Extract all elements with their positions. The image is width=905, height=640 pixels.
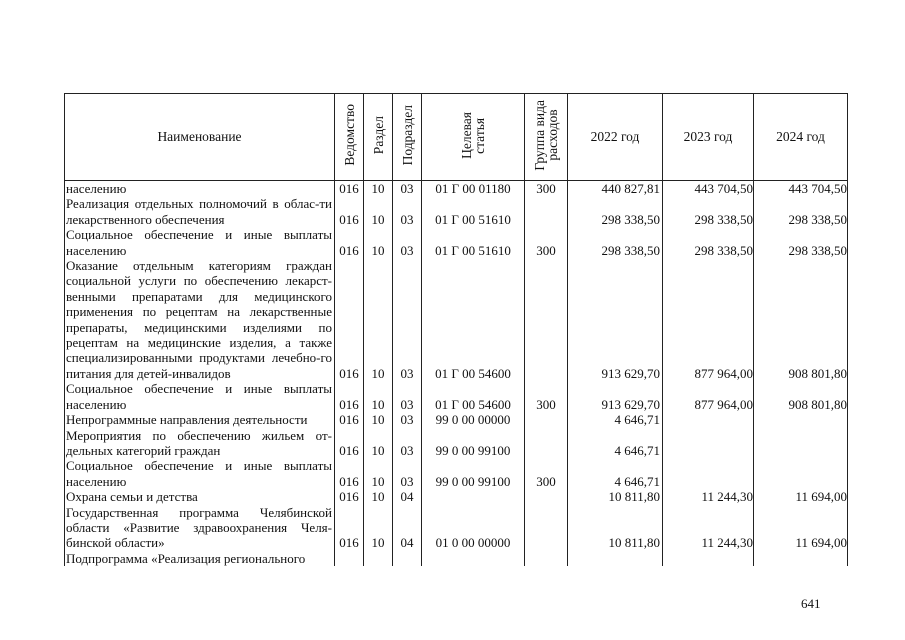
row-2023	[663, 551, 754, 566]
row-expense-group	[525, 412, 568, 427]
row-2022	[568, 551, 663, 566]
row-subsection: 03	[393, 412, 422, 427]
row-dept: 016	[335, 489, 364, 504]
row-expense-group: 300	[525, 381, 568, 412]
row-dept: 016	[335, 381, 364, 412]
row-2024: 443 704,50	[754, 181, 848, 197]
header-section: Раздел	[364, 94, 393, 181]
header-2022: 2022 год	[568, 94, 663, 181]
table-row	[65, 381, 848, 412]
table-row	[65, 551, 848, 566]
row-subsection: 03	[393, 181, 422, 197]
row-section: 10	[364, 227, 393, 258]
row-expense-group	[525, 505, 568, 551]
row-target	[422, 489, 525, 504]
row-subsection: 03	[393, 458, 422, 489]
row-2024: 298 338,50	[754, 196, 848, 227]
row-2024: 908 801,80	[754, 258, 848, 381]
row-2022: 10 811,80	[568, 505, 663, 551]
row-subsection: 04	[393, 489, 422, 504]
row-section: 10	[364, 412, 393, 427]
row-expense-group	[525, 258, 568, 381]
row-target: 01 Г 00 54600	[422, 258, 525, 381]
row-2024: 11 694,00	[754, 505, 848, 551]
row-2023: 877 964,00	[663, 381, 754, 412]
row-2023: 11 244,30	[663, 505, 754, 551]
row-name: Социальное обеспечение и иные выплаты населению	[65, 227, 335, 258]
row-dept: 016	[335, 181, 364, 197]
row-subsection	[393, 551, 422, 566]
row-name: Социальное обеспечение и иные выплаты населению	[65, 458, 335, 489]
row-expense-group: 300	[525, 181, 568, 197]
row-name: Оказание отдельным категориям граждан социальной услуги по обеспечению лекарст-венными препаратами для медицинского применения по рецептам на лекарственные препараты, медицинскими изделиями по рецептам на медицинские изделия, а также специализированными продуктами лечебно-го питания для детей-инвалидов	[65, 258, 335, 381]
row-2022: 4 646,71	[568, 428, 663, 459]
row-2022: 298 338,50	[568, 227, 663, 258]
row-dept: 016	[335, 412, 364, 427]
header-expense-group: Группа вида расходов	[525, 94, 568, 181]
row-name: Охрана семьи и детства	[65, 489, 335, 504]
row-2024	[754, 458, 848, 489]
table-row	[65, 489, 848, 504]
row-section: 10	[364, 196, 393, 227]
row-target: 01 Г 00 51610	[422, 227, 525, 258]
row-name: Непрограммные направления деятельности	[65, 412, 335, 427]
row-target: 01 Г 00 54600	[422, 381, 525, 412]
row-section: 10	[364, 458, 393, 489]
row-name: Государственная программа Челябинской области «Развитие здравоохранения Челя-бинской области»	[65, 505, 335, 551]
row-dept: 016	[335, 458, 364, 489]
row-section: 10	[364, 181, 393, 197]
row-section	[364, 551, 393, 566]
row-2023: 877 964,00	[663, 258, 754, 381]
row-target: 01 0 00 00000	[422, 505, 525, 551]
header-name: Наименование	[65, 94, 335, 181]
row-2023	[663, 412, 754, 427]
row-subsection: 03	[393, 258, 422, 381]
table-row	[65, 258, 848, 381]
row-dept: 016	[335, 196, 364, 227]
row-2022: 440 827,81	[568, 181, 663, 197]
header-2024: 2024 год	[754, 94, 848, 181]
header-target: Целевая статья	[422, 94, 525, 181]
row-2022: 913 629,70	[568, 381, 663, 412]
table-row	[65, 181, 848, 197]
row-2023: 298 338,50	[663, 196, 754, 227]
row-subsection: 03	[393, 196, 422, 227]
row-subsection: 03	[393, 227, 422, 258]
row-section: 10	[364, 381, 393, 412]
row-name: Социальное обеспечение и иные выплаты населению	[65, 381, 335, 412]
row-section: 10	[364, 428, 393, 459]
row-2022: 298 338,50	[568, 196, 663, 227]
row-target: 99 0 00 00000	[422, 412, 525, 427]
row-dept: 016	[335, 505, 364, 551]
row-2022: 10 811,80	[568, 489, 663, 504]
table-row	[65, 227, 848, 258]
table-row	[65, 458, 848, 489]
row-2023: 11 244,30	[663, 489, 754, 504]
row-dept: 016	[335, 428, 364, 459]
row-dept	[335, 551, 364, 566]
row-2023	[663, 458, 754, 489]
row-section: 10	[364, 505, 393, 551]
row-target: 01 Г 00 01180	[422, 181, 525, 197]
row-expense-group	[525, 428, 568, 459]
row-2024: 11 694,00	[754, 489, 848, 504]
row-expense-group	[525, 551, 568, 566]
row-2024: 908 801,80	[754, 381, 848, 412]
row-2024	[754, 412, 848, 427]
row-expense-group: 300	[525, 227, 568, 258]
header-2023: 2023 год	[663, 94, 754, 181]
row-subsection: 04	[393, 505, 422, 551]
row-name: Подпрограмма «Реализация регионального	[65, 551, 335, 566]
row-expense-group	[525, 196, 568, 227]
row-name: Мероприятия по обеспечению жильем от-дельных категорий граждан	[65, 428, 335, 459]
table-body	[65, 181, 848, 567]
table-header	[65, 94, 848, 181]
row-target	[422, 551, 525, 566]
row-2022: 4 646,71	[568, 458, 663, 489]
row-subsection: 03	[393, 381, 422, 412]
row-dept: 016	[335, 227, 364, 258]
row-2024	[754, 428, 848, 459]
table-row	[65, 428, 848, 459]
row-2024	[754, 551, 848, 566]
row-expense-group	[525, 489, 568, 504]
row-name: Реализация отдельных полномочий в облас-ти лекарственного обеспечения	[65, 196, 335, 227]
row-2022: 913 629,70	[568, 258, 663, 381]
row-name: населению	[65, 181, 335, 197]
row-target: 99 0 00 99100	[422, 428, 525, 459]
budget-table	[64, 93, 848, 566]
header-subsection: Подраздел	[393, 94, 422, 181]
row-section: 10	[364, 258, 393, 381]
row-target: 01 Г 00 51610	[422, 196, 525, 227]
row-expense-group: 300	[525, 458, 568, 489]
header-dept: Ведомство	[335, 94, 364, 181]
row-section: 10	[364, 489, 393, 504]
row-dept: 016	[335, 258, 364, 381]
table-row	[65, 412, 848, 427]
row-2023: 298 338,50	[663, 227, 754, 258]
table-row	[65, 505, 848, 551]
row-2023: 443 704,50	[663, 181, 754, 197]
page-number: 641	[801, 596, 821, 611]
row-2022: 4 646,71	[568, 412, 663, 427]
row-2023	[663, 428, 754, 459]
row-2024: 298 338,50	[754, 227, 848, 258]
table-row	[65, 196, 848, 227]
row-subsection: 03	[393, 428, 422, 459]
row-target: 99 0 00 99100	[422, 458, 525, 489]
